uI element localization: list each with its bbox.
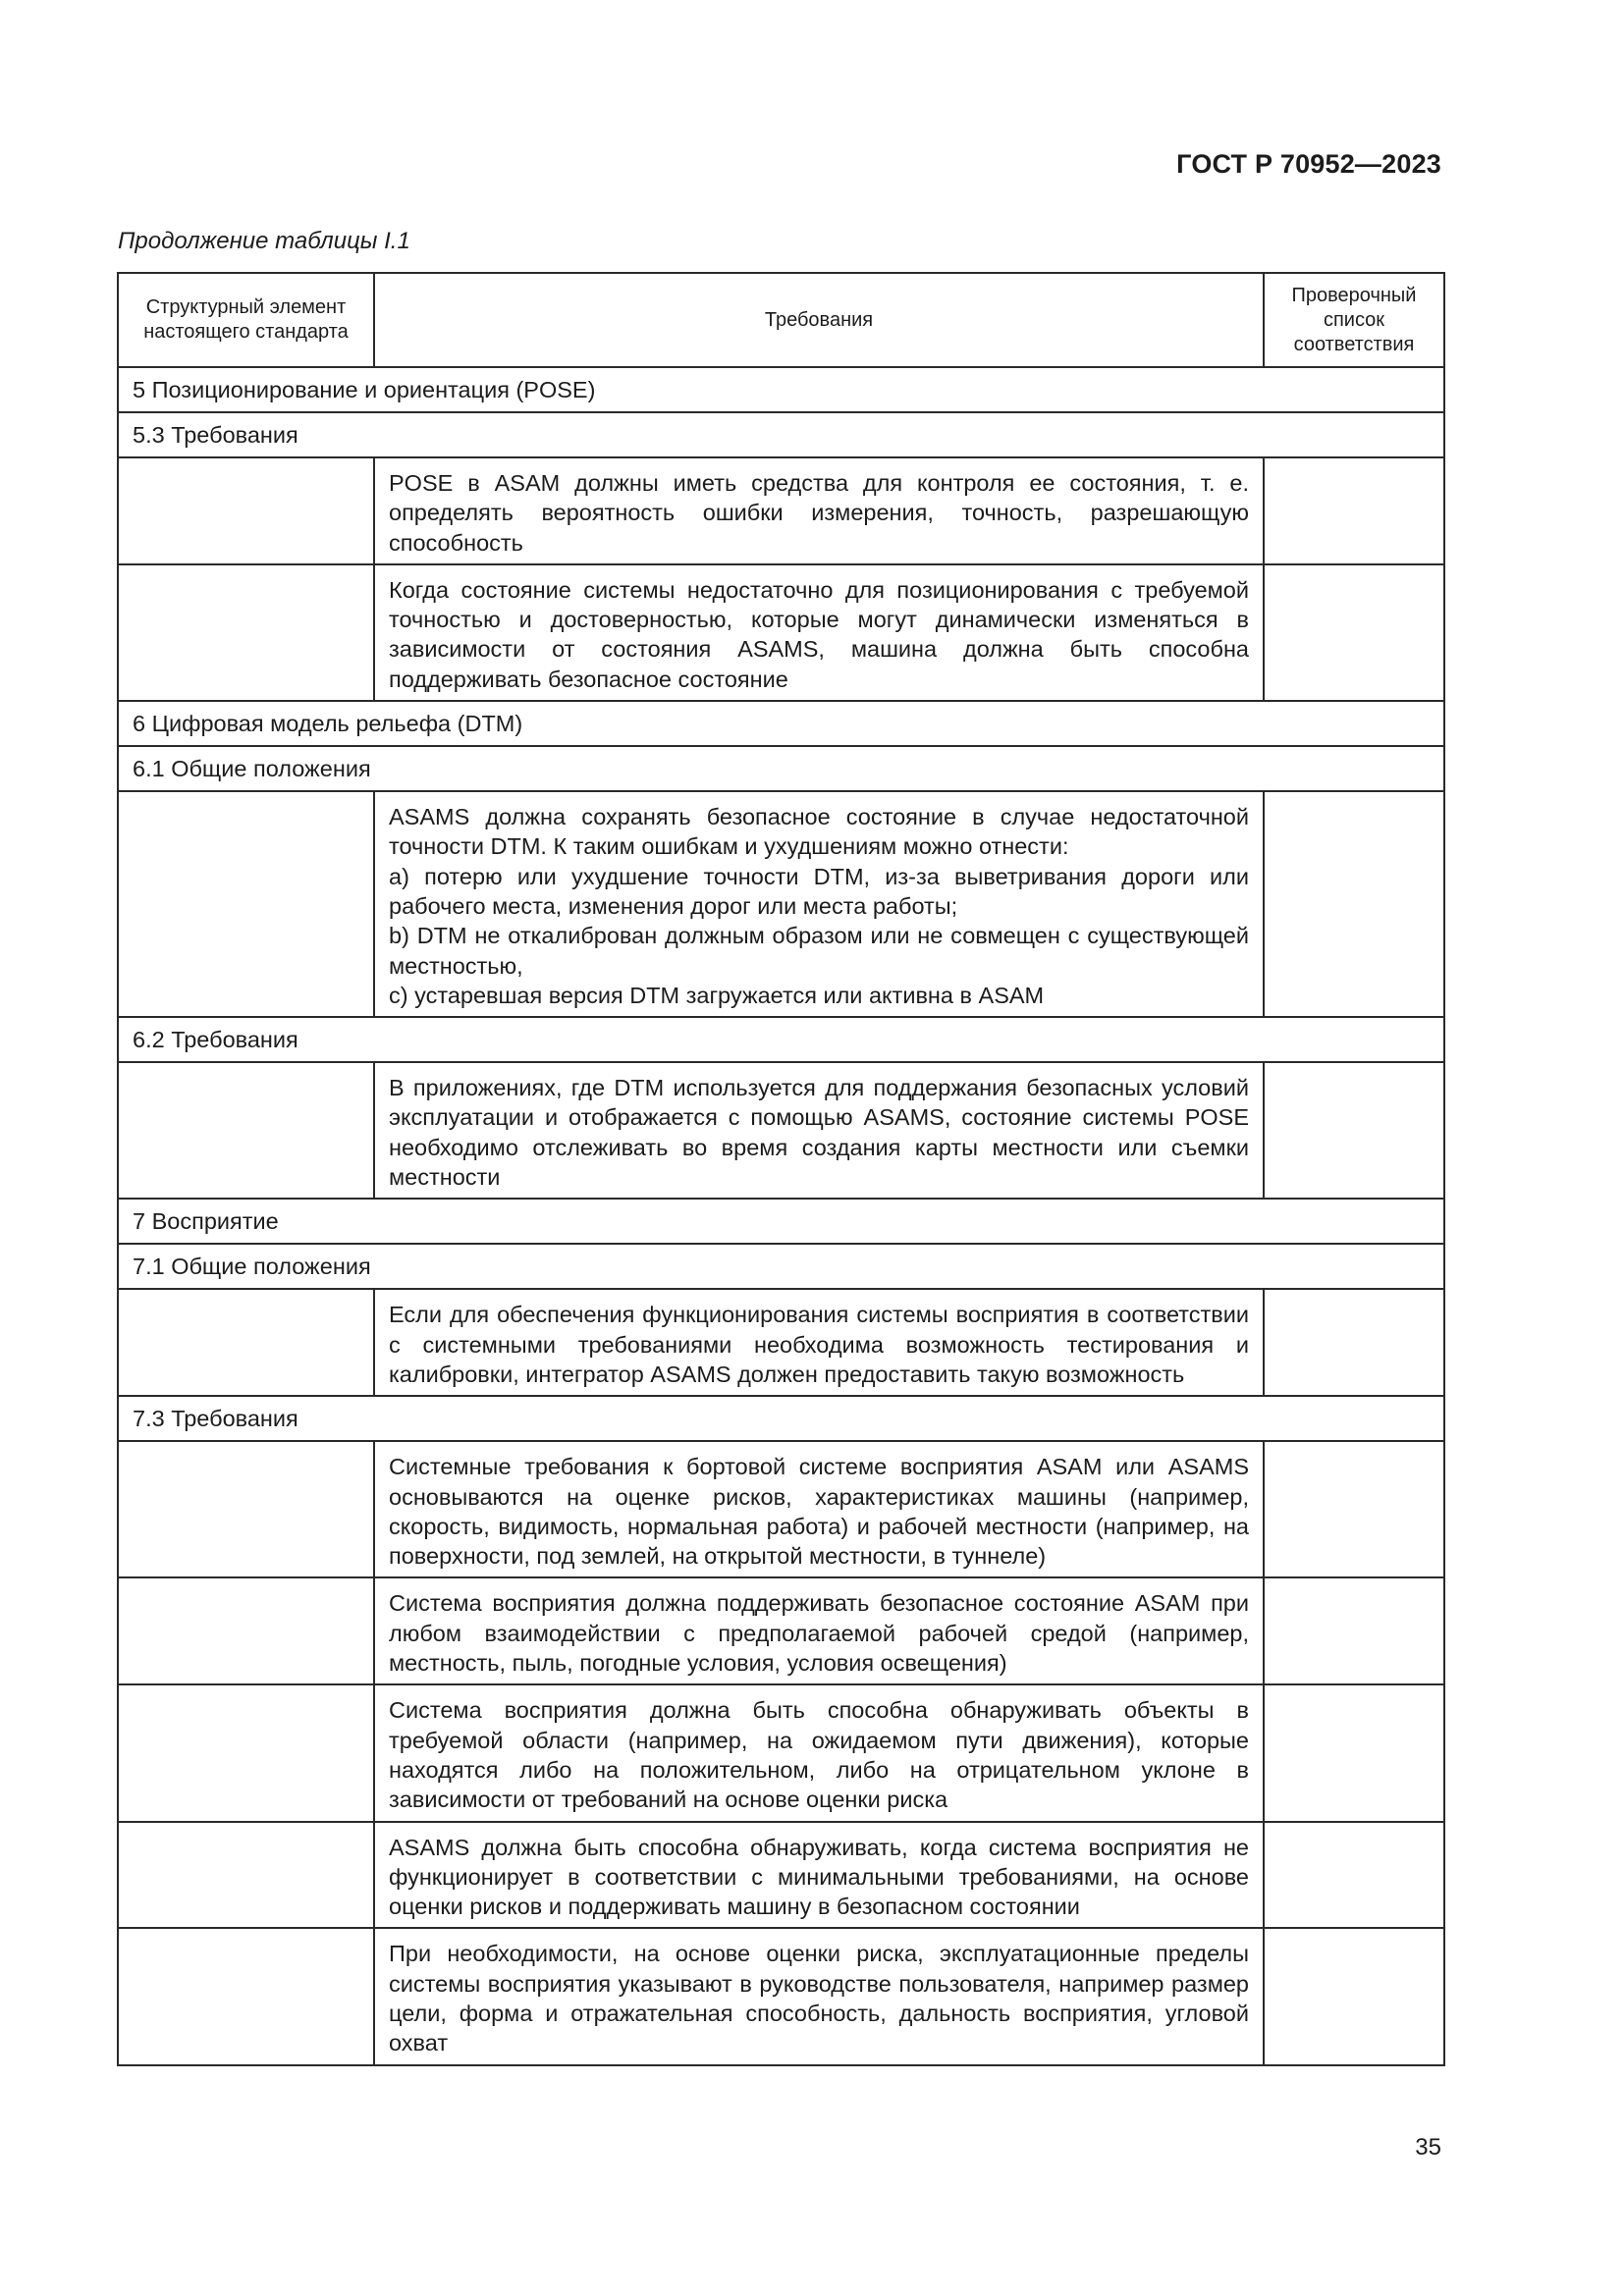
requirement-text: При необходимости, на основе оценки риска, эксплуатационные пределы системы восприятия указывают в руководстве пользователя, например размер цели, форма и отражательная способность, дальность восприятия, угловой охват: [389, 1941, 1249, 2056]
table-header-row: [118, 273, 1444, 367]
requirement-row: [118, 1289, 1444, 1396]
section-heading: 5.3 Требования: [118, 412, 1444, 457]
structural-element-cell: [118, 791, 374, 1017]
checklist-cell: [1264, 564, 1444, 701]
requirement-row: [118, 791, 1444, 1017]
requirement-text: Если для обеспечения функционирования системы восприятия в соответствии с системными требованиями необходима возможность тестирования и калибровки, интегратор ASAMS должен предоставить такую возможность: [389, 1302, 1249, 1387]
requirement-cell: [374, 1441, 1264, 1577]
checklist-cell: [1264, 1062, 1444, 1199]
document-number: ГОСТ Р 70952—2023: [1176, 149, 1441, 179]
requirement-text: а) потерю или ухудшение точности DTM, из-за выветривания дороги или рабочего места, изменения дорог или места работы;: [389, 863, 1249, 919]
checklist-cell: [1264, 1577, 1444, 1684]
requirement-row: [118, 1928, 1444, 2064]
section-heading: 6.2 Требования: [118, 1017, 1444, 1062]
section-heading: 5 Позиционирование и ориентация (POSE): [118, 367, 1444, 412]
checklist-cell: [1264, 1441, 1444, 1577]
column-header-requirements: Требования: [374, 273, 1264, 367]
checklist-cell: [1264, 1684, 1444, 1821]
checklist-cell: [1264, 457, 1444, 564]
requirements-table: [117, 272, 1445, 2066]
structural-element-cell: [118, 1684, 374, 1821]
section-heading: 7 Восприятие: [118, 1199, 1444, 1244]
checklist-cell: [1264, 791, 1444, 1017]
section-row: [118, 367, 1444, 412]
structural-element-cell: [118, 1577, 374, 1684]
requirement-cell: [374, 1822, 1264, 1929]
requirement-row: [118, 1441, 1444, 1577]
requirement-text: Системные требования к бортовой системе восприятия ASAM или ASAMS основываются на оценке рисков, характеристиках машины (например, скорость, видимость, нормальная работа) и рабочей местности (например, на поверхности, под землей, на открытой местности, в туннеле): [389, 1454, 1249, 1570]
section-row: [118, 746, 1444, 791]
requirement-cell: [374, 1684, 1264, 1821]
section-row: [118, 1199, 1444, 1244]
structural-element-cell: [118, 1062, 374, 1199]
requirement-text: В приложениях, где DTM используется для поддержания безопасных условий эксплуатации и отображается с помощью ASAMS, состояние системы POSE необходимо отслеживать во время создания карты местности или съемки местности: [389, 1075, 1249, 1191]
column-header-structural-element: Структурный элемент настоящего стандарта: [118, 273, 374, 367]
requirement-text: Когда состояние системы недостаточно для позиционирования с требуемой точностью и достоверностью, которые могут динамически изменяться в зависимости от состояния ASAMS, машина должна быть способна поддерживать безопасное состояние: [389, 576, 1249, 692]
section-heading: 7.1 Общие положения: [118, 1244, 1444, 1289]
section-row: [118, 412, 1444, 457]
structural-element-cell: [118, 1822, 374, 1929]
requirement-row: [118, 1822, 1444, 1929]
requirement-cell: [374, 457, 1264, 564]
requirement-cell: [374, 791, 1264, 1017]
table-body: [118, 367, 1444, 2065]
requirement-text: c) устаревшая версия DTM загружается или активна в ASAM: [389, 982, 1045, 1008]
requirement-cell: [374, 1928, 1264, 2064]
structural-element-cell: [118, 1289, 374, 1396]
requirement-row: [118, 1684, 1444, 1821]
checklist-cell: [1264, 1289, 1444, 1396]
section-heading: 6.1 Общие положения: [118, 746, 1444, 791]
requirement-text: b) DTM не откалиброван должным образом или не совмещен с существующей местностью,: [389, 923, 1249, 979]
requirement-text: ASAMS должна быть способна обнаруживать, когда система восприятия не функционирует в соответствии с минимальными требованиями, на основе оценки рисков и поддерживать машину в безопасном состоянии: [389, 1834, 1249, 1920]
section-heading: 7.3 Требования: [118, 1396, 1444, 1441]
page-number: 35: [1415, 2134, 1441, 2161]
requirement-row: [118, 564, 1444, 701]
requirement-cell: [374, 1289, 1264, 1396]
requirement-cell: [374, 1062, 1264, 1199]
requirement-text: Система восприятия должна быть способна обнаруживать объекты в требуемой области (например, на ожидаемом пути движения), которые находятся либо на положительном, либо на отрицательном уклоне в зависимости от требований на основе оценки риска: [389, 1697, 1249, 1813]
column-header-checklist: Проверочный список соответствия: [1264, 273, 1444, 367]
requirement-text: ASAMS должна сохранять безопасное состояние в случае недостаточной точности DTM. К таким ошибкам и ухудшениям можно отнести:: [389, 804, 1249, 860]
requirement-row: [118, 1577, 1444, 1684]
section-row: [118, 1396, 1444, 1441]
structural-element-cell: [118, 564, 374, 701]
structural-element-cell: [118, 1928, 374, 2064]
section-row: [118, 1244, 1444, 1289]
section-row: [118, 701, 1444, 746]
section-row: [118, 1017, 1444, 1062]
checklist-cell: [1264, 1822, 1444, 1929]
requirement-text: POSE в ASAM должны иметь средства для контроля ее состояния, т. е. определять вероятность ошибки измерения, точность, разрешающую способность: [389, 470, 1249, 556]
section-heading: 6 Цифровая модель рельефа (DTM): [118, 701, 1444, 746]
table-caption: Продолжение таблицы I.1: [118, 228, 410, 254]
requirement-cell: [374, 564, 1264, 701]
checklist-cell: [1264, 1928, 1444, 2064]
requirement-row: [118, 1062, 1444, 1199]
requirement-cell: [374, 1577, 1264, 1684]
requirement-text: Система восприятия должна поддерживать безопасное состояние ASAM при любом взаимодействии с предполагаемой рабочей средой (например, местность, пыль, погодные условия, условия освещения): [389, 1590, 1249, 1677]
structural-element-cell: [118, 1441, 374, 1577]
requirement-row: [118, 457, 1444, 564]
structural-element-cell: [118, 457, 374, 564]
